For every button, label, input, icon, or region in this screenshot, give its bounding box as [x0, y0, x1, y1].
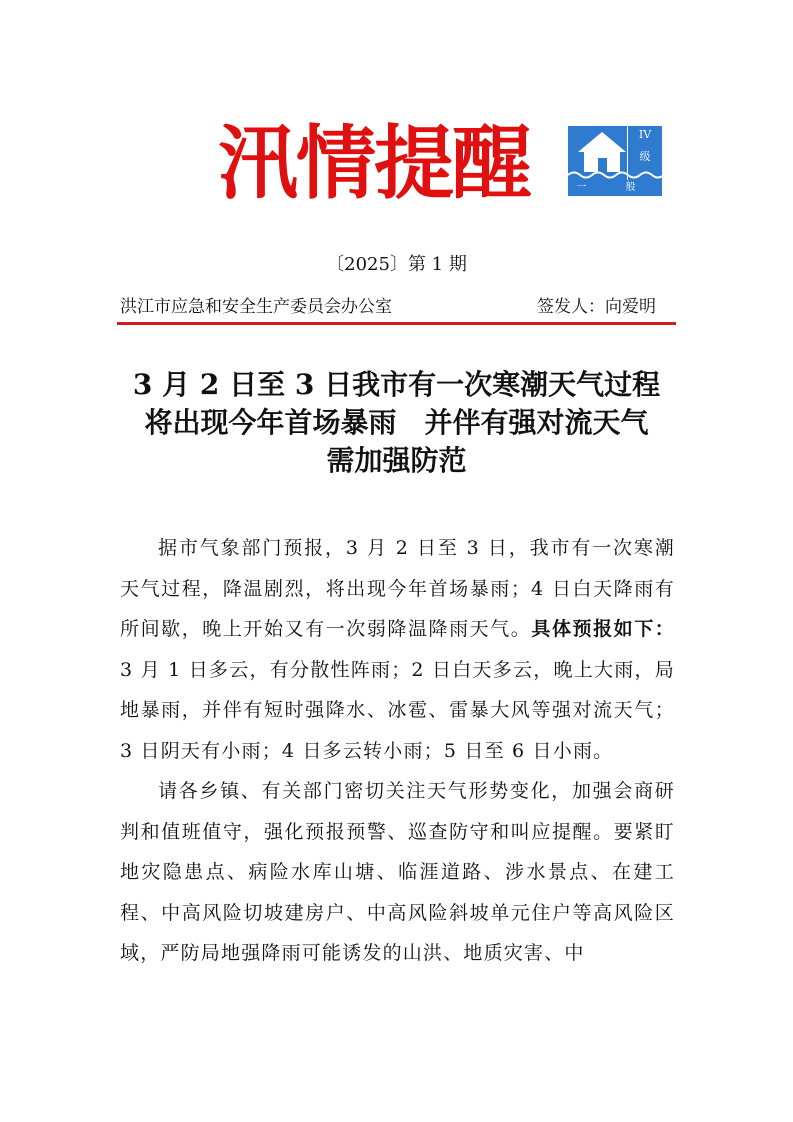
forecast-bold-label: 具体预报如下：	[531, 618, 675, 640]
headline	[100, 366, 693, 480]
paragraph-instructions: 请各乡镇、有关部门密切关注天气形势变化，加强会商研判和值班值守，强化预报预警、巡查防守和叫应提醒。要紧盯地灾隐患点、病险水库山塘、临涯道路、涉水景点、在建工程、中高风险切坡建房户、中高风险斜坡单元住户等高风险区域，严防局地强降雨可能诱发的山洪、地质灾害、中	[120, 780, 675, 964]
issuer-line	[120, 292, 656, 316]
water-waves-icon	[568, 170, 662, 180]
masthead-title: 汛情提醒	[218, 116, 530, 210]
signer: 签发人：向爱明	[537, 297, 656, 317]
issue-number: 〔2025〕第 1 期	[326, 254, 467, 275]
body-text	[120, 528, 675, 974]
issuing-organization: 洪江市应急和安全生产委员会办公室	[120, 297, 392, 317]
forecast-details: 3 月 1 日多云，有分散性阵雨；2 日白天多云，晚上大雨，局地暴雨，并伴有短时强降水、冰雹、雷暴大风等强对流天气；3 日阴天有小雨；4 日多云转小雨；5 日至 6 日小雨。	[120, 658, 675, 762]
headline-line-1: 3 月 2 日至 3 日我市有一次寒潮天气过程	[132, 368, 661, 401]
forecast-intro: 据市气象部门预报，3 月 2 日至 3 日，我市有一次寒潮天气过程，降温剧烈，将出现今年首场暴雨；4 日白天降雨有所间歇，晚上开始又有一次弱降温降雨天气。	[120, 537, 675, 640]
badge-level-roman: IV	[638, 128, 652, 141]
warning-level-badge	[568, 126, 662, 196]
headline-line-3: 需加强防范	[326, 444, 467, 477]
red-divider-rule	[117, 322, 676, 325]
badge-level-text: 一 般	[576, 182, 654, 193]
badge-level-char: 级	[639, 150, 651, 163]
headline-line-2: 将出现今年首场暴雨 并伴有强对流天气	[144, 406, 649, 439]
masthead	[0, 108, 793, 218]
paragraph-forecast	[120, 528, 675, 771]
